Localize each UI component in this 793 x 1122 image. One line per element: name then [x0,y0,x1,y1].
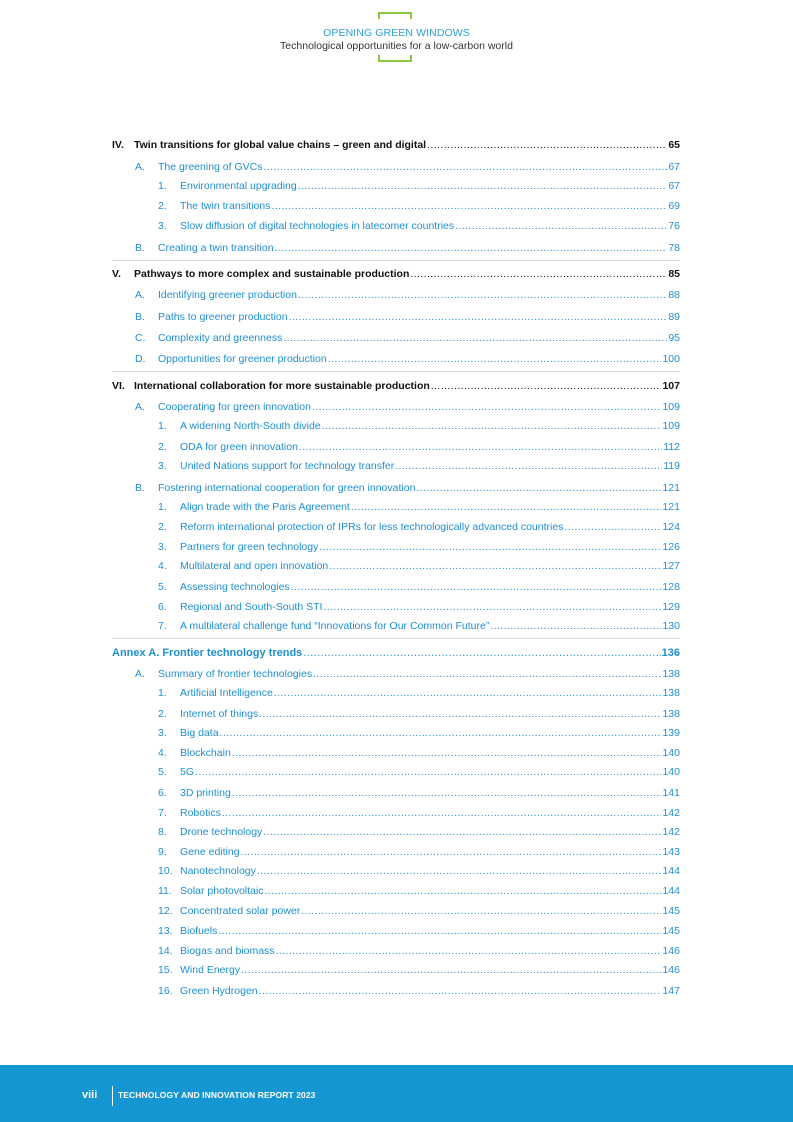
toc-leader-dots [218,924,661,938]
toc-entry-title: ODA for green innovation [180,441,298,453]
toc-entry-page: 146 [662,945,680,957]
toc-entry-page: 121 [662,501,680,513]
toc-entry-level-1[interactable] [112,379,680,393]
toc-entry-number: 15. [158,964,173,976]
toc-entry-page: 78 [668,242,680,254]
footer-report-name: TECHNOLOGY AND INNOVATION REPORT [118,1090,294,1100]
toc-entry-title: United Nations support for technology transfer [180,460,395,472]
toc-entry-number: B. [135,242,145,254]
toc-entry-page: 112 [663,441,680,453]
toc-entry-title: Partners for green technology [180,541,319,553]
toc-entry-title: Green Hydrogen [180,985,258,997]
toc-section-divider [112,371,680,372]
toc-entry-level-3[interactable] [158,963,680,977]
toc-annex-entry[interactable] [112,646,680,660]
toc-entry-page: 142 [662,826,680,838]
toc-entry-number: IV. [112,139,124,151]
toc-entry-page: 138 [662,668,680,680]
toc-entry-title: Fostering international cooperation for green innovation [158,482,416,494]
toc-entry-level-3[interactable] [158,199,680,213]
toc-entry-page: 65 [668,139,680,151]
toc-leader-dots [313,667,661,681]
toc-leader-dots [195,765,661,779]
toc-leader-dots [395,459,662,473]
toc-entry-level-2[interactable] [135,160,680,174]
toc-entry-number: 13. [158,925,173,937]
toc-entry-number: A. [135,161,145,173]
toc-entry-page: 126 [662,541,680,553]
toc-leader-dots [257,864,662,878]
toc-entry-title: Blockchain [180,747,231,759]
toc-leader-dots [232,786,662,800]
toc-entry-level-3[interactable] [158,845,680,859]
toc-entry-title: Assessing technologies [180,581,290,593]
header-bracket-top [378,12,412,19]
toc-entry-page: 100 [662,353,680,365]
toc-entry-number: 16. [158,985,173,997]
toc-leader-dots [291,580,662,594]
toc-leader-dots [283,331,667,345]
toc-entry-page: 141 [662,787,680,799]
toc-leader-dots [259,984,662,998]
toc-entry-level-3[interactable] [158,459,680,473]
toc-entry-level-3[interactable] [158,984,680,998]
toc-entry-number: B. [135,311,145,323]
toc-leader-dots [275,241,668,255]
toc-entry-level-3[interactable] [158,600,680,614]
toc-leader-dots [564,520,661,534]
toc-entry-title: Summary of frontier technologies [158,668,313,680]
toc-entry-level-3[interactable] [158,540,680,554]
toc-leader-dots [328,352,662,366]
toc-entry-page: 129 [662,601,680,613]
toc-entry-page: 67 [668,161,680,173]
toc-entry-page: 76 [668,220,680,232]
toc-entry-page: 144 [662,865,680,877]
toc-entry-title: A multilateral challenge fund “Innovations for Our Common Future” [180,620,490,632]
toc-entry-page: 130 [662,620,680,632]
toc-leader-dots [322,419,662,433]
toc-entry-number: 3. [158,460,167,472]
toc-entry-level-3[interactable] [158,686,680,700]
toc-entry-number: 5. [158,766,167,778]
toc-entry-level-2[interactable] [135,241,680,255]
toc-entry-page: 69 [668,200,680,212]
toc-entry-title: Robotics [180,807,221,819]
toc-entry-page: 109 [662,401,680,413]
toc-entry-level-2[interactable] [135,352,680,366]
toc-leader-dots [303,646,660,660]
toc-leader-dots [312,400,662,414]
toc-section-divider [112,638,680,639]
toc-entry-title: Artificial Intelligence [180,687,273,699]
toc-entry-level-3[interactable] [158,440,680,454]
toc-entry-page: 88 [668,289,680,301]
toc-entry-title: Internet of things [180,708,259,720]
toc-entry-page: 145 [662,905,680,917]
toc-entry-page: 142 [662,807,680,819]
toc-entry-number: 6. [158,787,167,799]
toc-entry-number: 1. [158,420,167,432]
toc-entry-title: Nanotechnology [180,865,256,877]
toc-entry-title: Align trade with the Paris Agreement [180,501,350,513]
toc-entry-level-3[interactable] [158,825,680,839]
toc-entry-number: 2. [158,441,167,453]
toc-entry-number: VI. [112,380,125,392]
toc-entry-number: A. [135,401,145,413]
toc-entry-level-3[interactable] [158,924,680,938]
toc-entry-title: Biofuels [180,925,218,937]
toc-entry-title: Cooperating for green innovation [158,401,311,413]
toc-entry-number: 9. [158,846,167,858]
toc-entry-number: 8. [158,826,167,838]
toc-entry-title: Reform international protection of IPRs for less technologically advanced countries [180,521,564,533]
toc-entry-page: 127 [662,560,680,572]
toc-entry-number: A. [135,289,145,301]
toc-entry-number: D. [135,353,146,365]
header-bracket-bottom [378,55,412,62]
toc-leader-dots [274,686,662,700]
toc-entry-number: 4. [158,747,167,759]
toc-entry-number: B. [135,482,145,494]
toc-leader-dots [263,825,661,839]
toc-leader-dots [232,746,662,760]
toc-leader-dots [276,944,662,958]
toc-leader-dots [241,963,661,977]
toc-entry-level-3[interactable] [158,806,680,820]
toc-leader-dots [351,500,662,514]
toc-entry-page: 89 [668,311,680,323]
toc-entry-page: 139 [662,727,680,739]
toc-entry-page: 146 [662,964,680,976]
toc-entry-level-2[interactable] [135,667,680,681]
footer-report-year: 2023 [296,1090,316,1100]
toc-entry-level-3[interactable] [158,520,680,534]
toc-entry-number: 1. [158,687,167,699]
toc-entry-number: 6. [158,601,167,613]
toc-entry-title: Drone technology [180,826,263,838]
footer-page-number: viii [82,1089,98,1101]
toc-entry-level-3[interactable] [158,500,680,514]
toc-leader-dots [410,267,667,281]
toc-entry-number: 11. [158,885,172,897]
toc-entry-number: 5. [158,581,167,593]
toc-entry-page: 143 [662,846,680,858]
toc-entry-number: 3. [158,220,167,232]
toc-entry-level-3[interactable] [158,786,680,800]
toc-leader-dots [416,481,661,495]
toc-entry-title: Gene editing [180,846,240,858]
toc-leader-dots [299,440,662,454]
toc-entry-number: 1. [158,501,167,513]
toc-entry-title: Creating a twin transition [158,242,274,254]
toc-leader-dots [289,310,668,324]
toc-entry-page: 140 [662,766,680,778]
toc-entry-level-3[interactable] [158,746,680,760]
toc-entry-page: 138 [662,687,680,699]
toc-leader-dots [319,540,661,554]
toc-leader-dots [455,219,667,233]
toc-entry-page: 107 [662,380,680,392]
toc-entry-number: 2. [158,708,167,720]
toc-leader-dots [298,288,667,302]
toc-entry-level-2[interactable] [135,331,680,345]
toc-leader-dots [490,619,661,633]
toc-entry-number: 7. [158,807,167,819]
footer-report-title [118,1090,316,1100]
toc-entry-level-3[interactable] [158,580,680,594]
toc-entry-page: 136 [661,647,680,659]
toc-entry-title: Paths to greener production [158,311,288,323]
toc-section-divider [112,260,680,261]
toc-entry-page: 85 [668,268,680,280]
toc-leader-dots [427,138,667,152]
toc-entry-title: A widening North-South divide [180,420,321,432]
toc-entry-level-2[interactable] [135,400,680,414]
toc-entry-level-3[interactable] [158,419,680,433]
toc-entry-number: A. [135,668,145,680]
toc-leader-dots [241,845,662,859]
toc-entry-title: The greening of GVCs [158,161,263,173]
toc-entry-level-3[interactable] [158,864,680,878]
toc-entry-level-1[interactable] [112,267,680,281]
toc-entry-number: 3. [158,541,167,553]
toc-entry-title: 3D printing [180,787,231,799]
toc-entry-page: 109 [662,420,680,432]
toc-entry-page: 145 [662,925,680,937]
toc-entry-title: International collaboration for more sustainable production [134,380,430,392]
toc-entry-number: 3. [158,727,167,739]
toc-entry-page: 138 [662,708,680,720]
page-header [0,12,793,64]
toc-leader-dots [259,707,661,721]
toc-entry-level-3[interactable] [158,219,680,233]
toc-entry-page: 124 [662,521,680,533]
footer-divider [112,1086,113,1106]
toc-entry-title: Biogas and biomass [180,945,275,957]
toc-entry-level-3[interactable] [158,726,680,740]
toc-entry-title: Environmental upgrading [180,180,297,192]
toc-leader-dots [298,179,668,193]
toc-entry-number: 2. [158,521,167,533]
toc-entry-title: Slow diffusion of digital technologies in latecomer countries [180,220,455,232]
toc-entry-page: 95 [668,332,680,344]
toc-entry-number: C. [135,332,146,344]
toc-entry-title: Annex A. Frontier technology trends [112,647,303,659]
toc-entry-title: Pathways to more complex and sustainable production [134,268,410,280]
header-title: OPENING GREEN WINDOWS [323,27,470,39]
toc-entry-level-3[interactable] [158,619,680,633]
toc-entry-title: Concentrated solar power [180,905,301,917]
toc-entry-page: 121 [662,482,680,494]
toc-entry-level-2[interactable] [135,288,680,302]
toc-entry-level-2[interactable] [135,310,680,324]
toc-entry-number: 14. [158,945,173,957]
toc-entry-number: 2. [158,200,167,212]
toc-entry-number: 7. [158,620,167,632]
toc-entry-level-3[interactable] [158,559,680,573]
toc-entry-title: Complexity and greenness [158,332,283,344]
toc-entry-number: 4. [158,560,167,572]
toc-entry-level-3[interactable] [158,904,680,918]
toc-entry-page: 140 [662,747,680,759]
toc-entry-title: Multilateral and open innovation [180,560,329,572]
toc-entry-page: 128 [662,581,680,593]
toc-entry-level-3[interactable] [158,765,680,779]
toc-entry-number: 10. [158,865,173,877]
toc-leader-dots [264,884,661,898]
toc-entry-title: Solar photovoltaic [180,885,264,897]
toc-entry-level-2[interactable] [135,481,680,495]
toc-entry-title: Wind Energy [180,964,241,976]
toc-entry-title: 5G [180,766,195,778]
toc-leader-dots [220,726,662,740]
header-subtitle: Technological opportunities for a low-carbon world [280,40,513,52]
toc-leader-dots [222,806,662,820]
toc-entry-number: 1. [158,180,167,192]
toc-entry-title: Opportunities for greener production [158,353,327,365]
toc-entry-page: 147 [662,985,680,997]
toc-entry-number: 12. [158,905,173,917]
toc-leader-dots [329,559,661,573]
toc-entry-level-3[interactable] [158,707,680,721]
toc-entry-page: 119 [663,460,680,472]
toc-entry-title: The twin transitions [180,200,271,212]
toc-entry-level-3[interactable] [158,884,680,898]
toc-entry-title: Identifying greener production [158,289,297,301]
toc-leader-dots [301,904,661,918]
toc-entry-page: 144 [662,885,680,897]
toc-leader-dots [263,160,667,174]
toc-leader-dots [271,199,667,213]
toc-leader-dots [323,600,661,614]
toc-entry-title: Big data [180,727,219,739]
toc-leader-dots [431,379,662,393]
toc-entry-number: V. [112,268,121,280]
toc-entry-level-3[interactable] [158,944,680,958]
page-footer [0,1065,793,1122]
toc-entry-page: 67 [668,180,680,192]
toc-entry-level-3[interactable] [158,179,680,193]
toc-entry-title: Twin transitions for global value chains – green and digital [134,139,427,151]
toc-entry-title: Regional and South-South STI [180,601,323,613]
toc-entry-level-1[interactable] [112,138,680,152]
